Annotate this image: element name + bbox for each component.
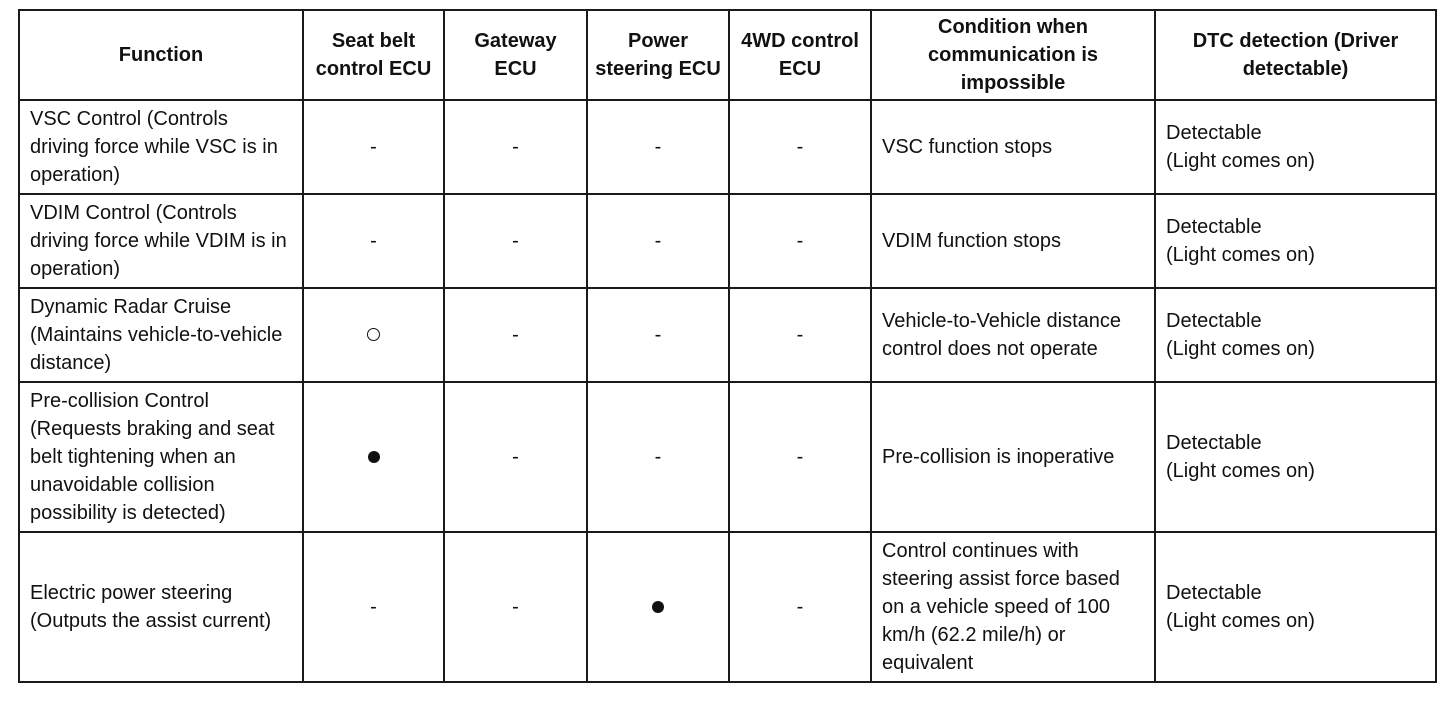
fourwd-cell: [729, 288, 871, 382]
dtc-cell: [1155, 382, 1436, 532]
power-steering-cell: [587, 100, 729, 194]
dash-mark: -: [370, 596, 377, 618]
dtc-status: Detectable: [1166, 122, 1262, 144]
dash-mark: -: [512, 324, 519, 346]
gateway-cell: [444, 100, 587, 194]
header-power-steering-ecu: Power steering ECU: [587, 10, 729, 100]
dash-mark: -: [370, 230, 377, 252]
function-cell: VSC Control (Controls driving force while VSC is in operation): [19, 100, 303, 194]
dtc-status: Detectable: [1166, 432, 1262, 454]
seat-belt-cell: [303, 100, 444, 194]
dtc-cell: [1155, 532, 1436, 682]
ecu-function-table: [18, 9, 1437, 683]
dash-mark: -: [796, 136, 804, 158]
open-circle-icon: [367, 328, 380, 341]
function-cell: Electric power steering (Outputs the assist current): [19, 532, 303, 682]
seat-belt-cell: [303, 194, 444, 288]
dtc-note: (Light comes on): [1166, 610, 1315, 632]
condition-cell: Pre-collision is inoperative: [871, 382, 1155, 532]
function-cell: Dynamic Radar Cruise (Maintains vehicle-to-vehicle distance): [19, 288, 303, 382]
condition-cell: Vehicle-to-Vehicle distance control does not operate: [871, 288, 1155, 382]
condition-cell: VSC function stops: [871, 100, 1155, 194]
fourwd-cell: [729, 100, 871, 194]
header-condition: Condition when communication is impossible: [871, 10, 1155, 100]
dash-mark: -: [796, 596, 804, 618]
function-cell: Pre-collision Control (Requests braking and seat belt tightening when an unavoidable collision possibility is detected): [19, 382, 303, 532]
header-gateway-ecu: Gateway ECU: [444, 10, 587, 100]
dash-mark: -: [512, 230, 519, 252]
gateway-cell: [444, 532, 587, 682]
dtc-status: Detectable: [1166, 582, 1262, 604]
dtc-note: (Light comes on): [1166, 460, 1315, 482]
dash-mark: -: [512, 446, 519, 468]
dtc-note: (Light comes on): [1166, 338, 1315, 360]
dash-mark: -: [654, 446, 662, 468]
dtc-status: Detectable: [1166, 310, 1262, 332]
header-4wd-ecu: 4WD control ECU: [729, 10, 871, 100]
dash-mark: -: [796, 230, 804, 252]
seat-belt-cell: [303, 288, 444, 382]
header-row: [19, 10, 1436, 100]
filled-circle-icon: [652, 601, 664, 613]
seat-belt-cell: [303, 382, 444, 532]
gateway-cell: [444, 194, 587, 288]
power-steering-cell: [587, 382, 729, 532]
dash-mark: -: [654, 324, 662, 346]
condition-cell: VDIM function stops: [871, 194, 1155, 288]
table-row: [19, 532, 1436, 682]
filled-circle-icon: [368, 451, 380, 463]
power-steering-cell: [587, 194, 729, 288]
dash-mark: -: [654, 136, 662, 158]
dtc-note: (Light comes on): [1166, 150, 1315, 172]
power-steering-cell: [587, 532, 729, 682]
fourwd-cell: [729, 532, 871, 682]
dtc-cell: [1155, 194, 1436, 288]
table-row: [19, 382, 1436, 532]
dash-mark: -: [796, 324, 804, 346]
condition-cell: Control continues with steering assist force based on a vehicle speed of 100 km/h (62.2 mile/h) or equivalent: [871, 532, 1155, 682]
dtc-cell: [1155, 100, 1436, 194]
dash-mark: -: [512, 136, 519, 158]
header-function: Function: [19, 10, 303, 100]
gateway-cell: [444, 382, 587, 532]
table-row: [19, 100, 1436, 194]
dtc-status: Detectable: [1166, 216, 1262, 238]
table-row: [19, 194, 1436, 288]
power-steering-cell: [587, 288, 729, 382]
seat-belt-cell: [303, 532, 444, 682]
table-row: [19, 288, 1436, 382]
dash-mark: -: [796, 446, 804, 468]
fourwd-cell: [729, 194, 871, 288]
header-seat-belt-ecu: Seat belt control ECU: [303, 10, 444, 100]
dtc-cell: [1155, 288, 1436, 382]
dash-mark: -: [370, 136, 377, 158]
header-dtc: DTC detection (Driver detectable): [1155, 10, 1436, 100]
fourwd-cell: [729, 382, 871, 532]
dash-mark: -: [512, 596, 519, 618]
dash-mark: -: [654, 230, 662, 252]
function-cell: VDIM Control (Controls driving force while VDIM is in operation): [19, 194, 303, 288]
gateway-cell: [444, 288, 587, 382]
dtc-note: (Light comes on): [1166, 244, 1315, 266]
